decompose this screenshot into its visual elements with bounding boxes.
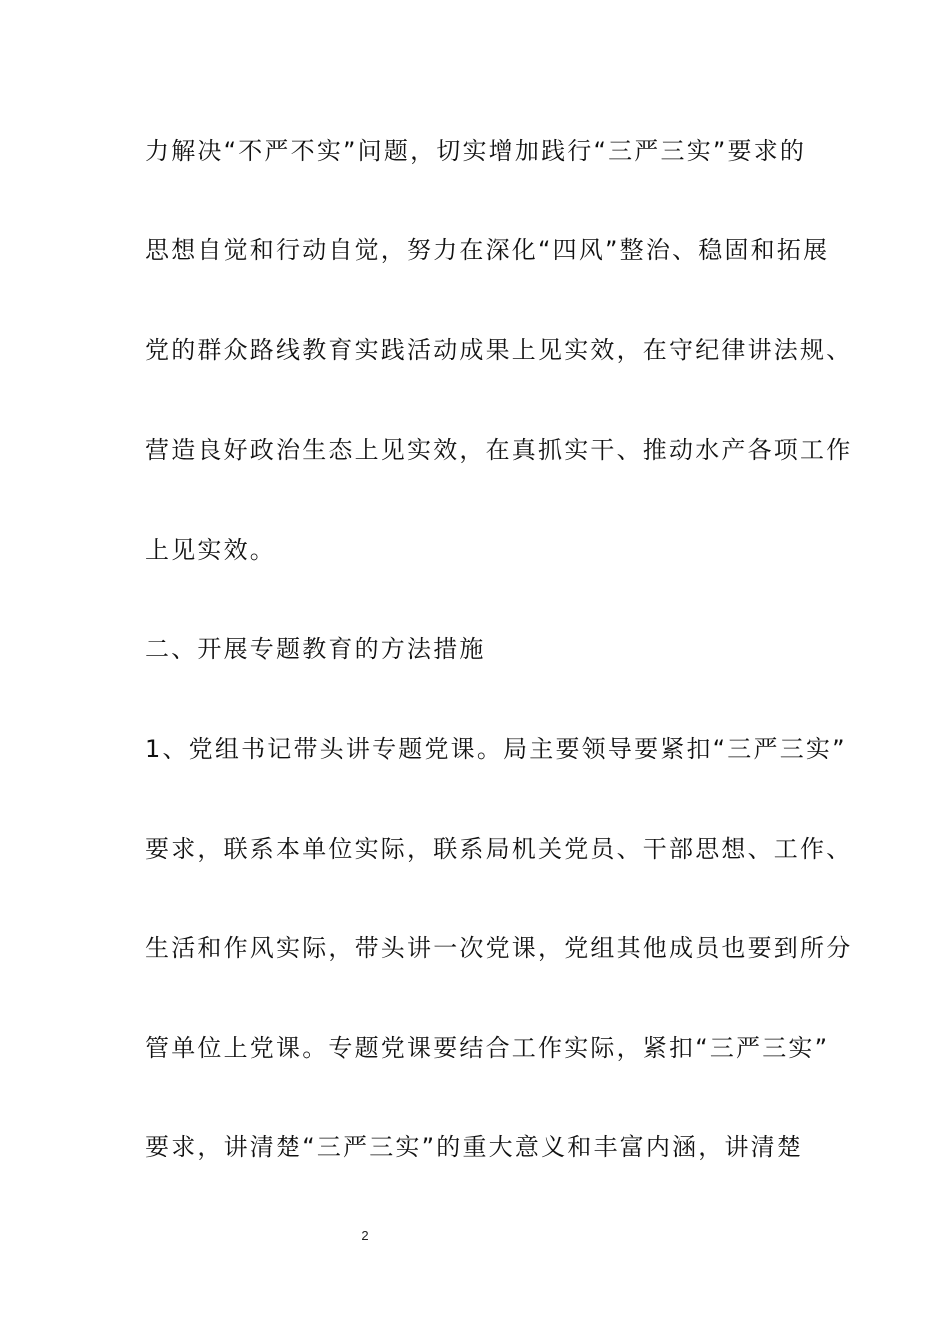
body-text-line: 要求，联系本单位实际，联系局机关党员、干部思想、工作、	[145, 835, 853, 863]
body-text-line: 1、党组书记带头讲专题党课。局主要领导要紧扣“三严三实”	[145, 735, 847, 763]
body-text-line: 上见实效。	[145, 536, 276, 564]
section-heading: 二、开展专题教育的方法措施	[145, 635, 486, 663]
body-text-line: 管单位上党课。专题党课要结合工作实际，紧扣“三严三实”	[145, 1034, 830, 1062]
body-text-line: 营造良好政治生态上见实效，在真抓实干、推动水产各项工作	[145, 436, 853, 464]
body-text-line: 力解决“不严不实”问题，切实增加践行“三严三实”要求的	[145, 137, 807, 165]
body-text-line: 党的群众路线教育实践活动成果上见实效，在守纪律讲法规、	[145, 336, 853, 364]
body-text-line: 生活和作风实际，带头讲一次党课，党组其他成员也要到所分	[145, 934, 853, 962]
body-text-line: 思想自觉和行动自觉，努力在深化“四风”整治、稳固和拓展	[145, 236, 830, 264]
page-number: 2	[361, 1228, 369, 1243]
body-text-line: 要求，讲清楚“三严三实”的重大意义和丰富内涵，讲清楚	[145, 1133, 804, 1161]
